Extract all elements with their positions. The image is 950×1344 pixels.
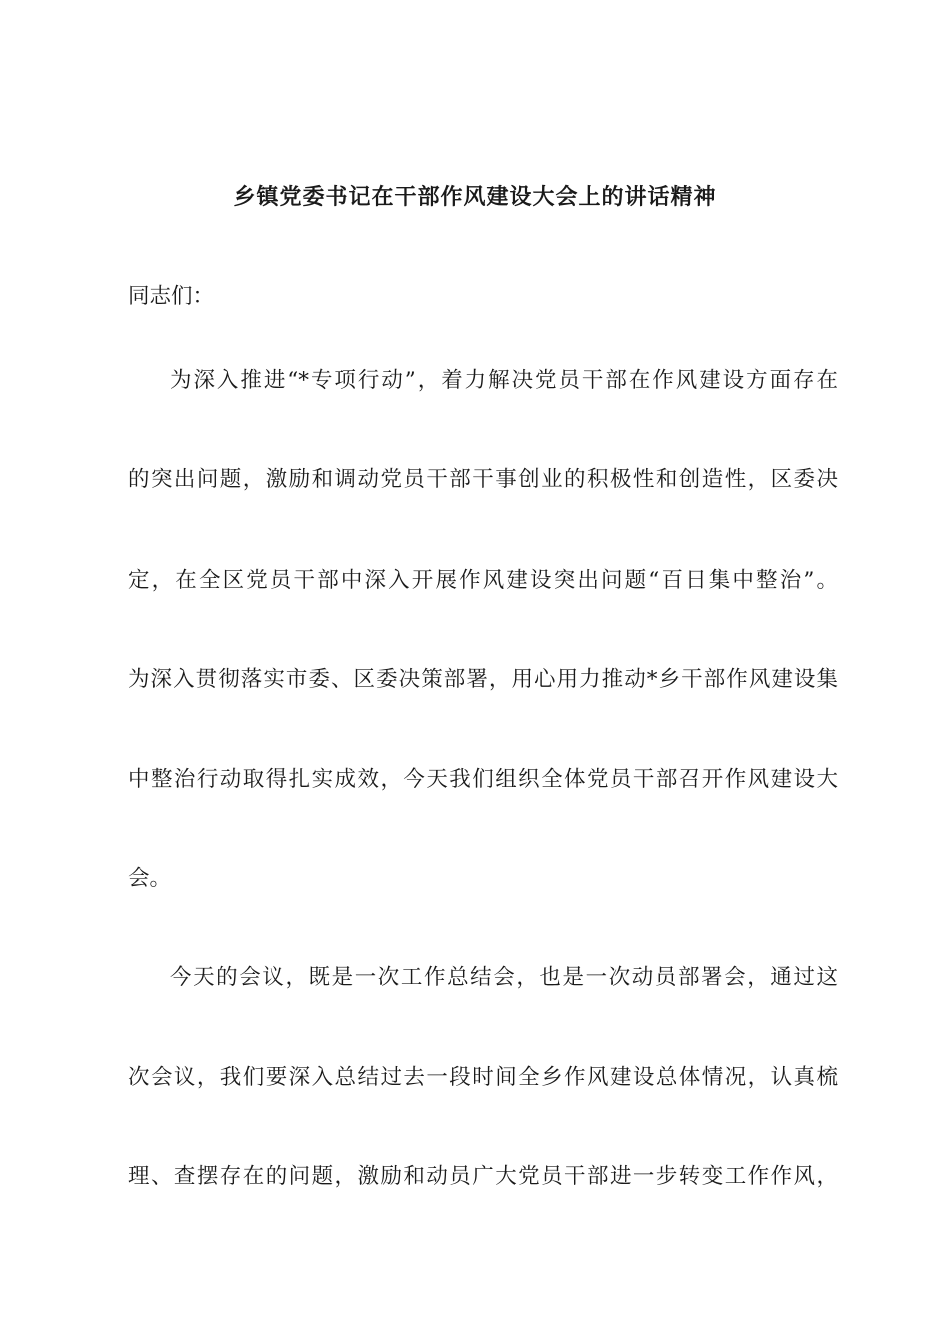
paragraph-line: 今天的会议，既是一次工作总结会，也是一次动员部署会，通过这 <box>170 965 838 990</box>
salutation: 同志们： <box>128 284 215 309</box>
paragraph-line: 会。 <box>128 866 172 891</box>
paragraph-line: 为深入贯彻落实市委、区委决策部署，用心用力推动*乡干部作风建设集 <box>128 667 838 692</box>
paragraph-line: 的突出问题，激励和调动党员干部干事创业的积极性和创造性，区委决 <box>128 467 838 492</box>
paragraph-line: 为深入推进“*专项行动”，着力解决党员干部在作风建设方面存在 <box>170 368 838 393</box>
document-title: 乡镇党委书记在干部作风建设大会上的讲话精神 <box>233 184 717 210</box>
paragraph-line: 定，在全区党员干部中深入开展作风建设突出问题“百日集中整治”。 <box>128 568 838 593</box>
paragraph-line: 次会议，我们要深入总结过去一段时间全乡作风建设总体情况，认真梳 <box>128 1065 838 1090</box>
paragraph-line: 中整治行动取得扎实成效，今天我们组织全体党员干部召开作风建设大 <box>128 767 838 792</box>
paragraph-line: 理、查摆存在的问题，激励和动员广大党员干部进一步转变工作作风， <box>128 1164 838 1189</box>
